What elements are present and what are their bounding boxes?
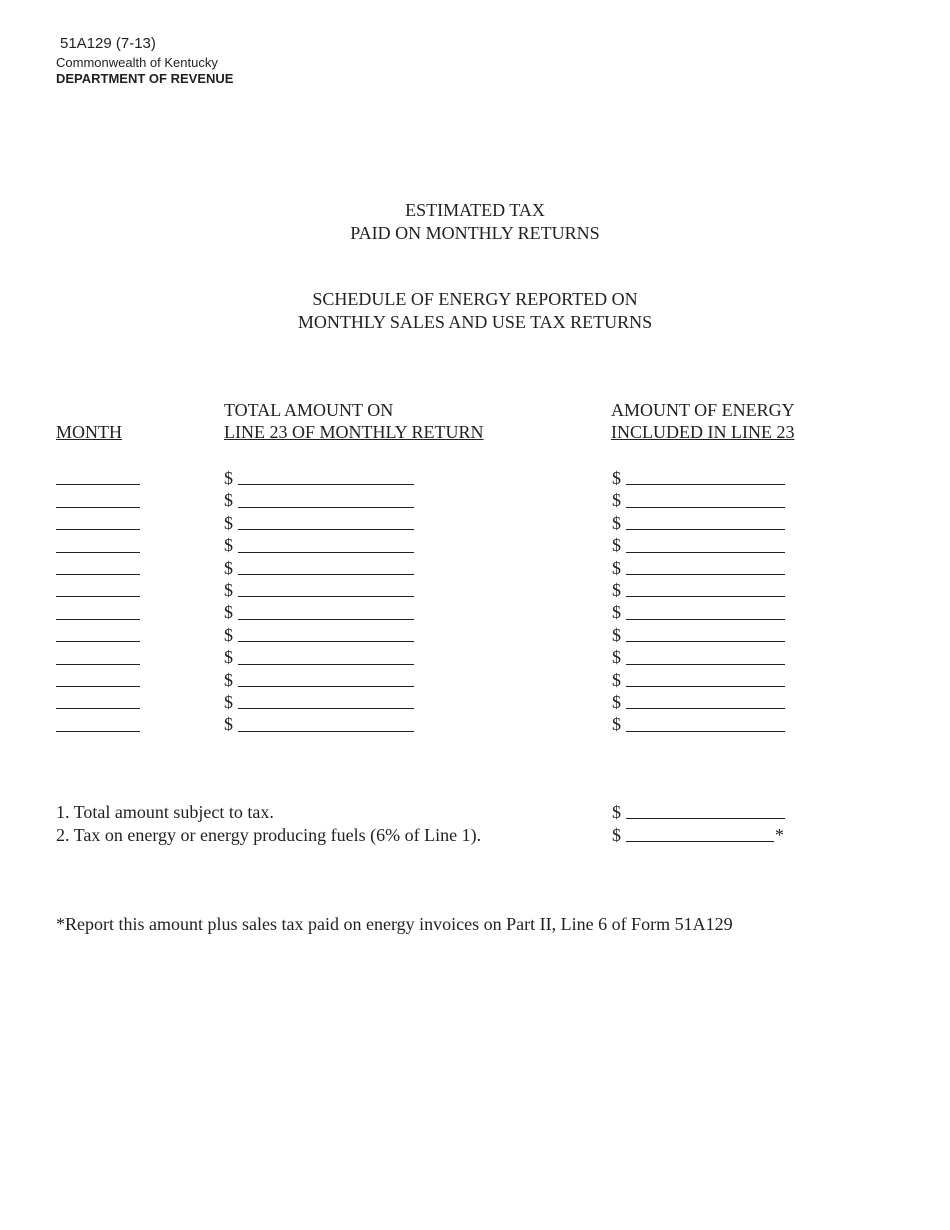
schedule-title [0, 288, 950, 334]
column-header-month: MONTH [56, 422, 122, 442]
column-header-total-amount [224, 399, 484, 443]
schedule-row [0, 489, 950, 511]
total-amount-field[interactable] [238, 529, 414, 530]
schedule-row [0, 579, 950, 601]
line-1-amount-row [0, 801, 950, 823]
energy-amount-field[interactable] [626, 619, 785, 620]
energy-amount-field[interactable] [626, 686, 785, 687]
dollar-sign: $ [612, 624, 621, 645]
energy-amount-field[interactable] [626, 529, 785, 530]
energy-amount-field[interactable] [626, 731, 785, 732]
dollar-sign: $ [224, 535, 233, 556]
total-amount-field[interactable] [238, 731, 414, 732]
month-field[interactable] [56, 731, 140, 732]
title-line-1: ESTIMATED TAX [405, 200, 545, 220]
total-amount-field[interactable] [238, 686, 414, 687]
title-line-4: MONTHLY SALES AND USE TAX RETURNS [297, 312, 653, 332]
dollar-sign: $ [224, 512, 233, 533]
schedule-row [0, 713, 950, 735]
column-header-energy-line-2: INCLUDED IN LINE 23 [611, 422, 795, 442]
energy-amount-field[interactable] [626, 596, 785, 597]
energy-amount-field[interactable] [626, 574, 785, 575]
energy-amount-field[interactable] [626, 641, 785, 642]
dollar-sign: $ [224, 691, 233, 712]
energy-amount-field[interactable] [626, 484, 785, 485]
form-number: 51A129 (7-13) [60, 35, 156, 52]
energy-amount-field[interactable] [626, 664, 785, 665]
department-label: DEPARTMENT OF REVENUE [56, 71, 234, 86]
month-field[interactable] [56, 708, 140, 709]
line-2-amount-field[interactable] [626, 841, 774, 842]
dollar-sign: $ [612, 579, 621, 600]
month-field[interactable] [56, 619, 140, 620]
dollar-sign: $ [612, 714, 621, 735]
schedule-row [0, 624, 950, 646]
total-amount-field[interactable] [238, 507, 414, 508]
schedule-row [0, 557, 950, 579]
line-2-amount-row [0, 824, 950, 846]
energy-amount-field[interactable] [626, 552, 785, 553]
line-1-amount-field[interactable] [626, 818, 785, 819]
total-amount-field[interactable] [238, 619, 414, 620]
form-title [0, 199, 950, 245]
month-field[interactable] [56, 484, 140, 485]
schedule-row [0, 646, 950, 668]
footnote: *Report this amount plus sales tax paid on energy invoices on Part II, Line 6 of Form 51A129 [56, 914, 733, 934]
dollar-sign: $ [612, 691, 621, 712]
total-amount-field[interactable] [238, 484, 414, 485]
schedule-row [0, 467, 950, 489]
line-2-label: 2. Tax on energy or energy producing fuels (6% of Line 1). [56, 825, 482, 845]
month-field[interactable] [56, 507, 140, 508]
month-field[interactable] [56, 552, 140, 553]
schedule-rows [0, 467, 950, 736]
total-amount-field[interactable] [238, 574, 414, 575]
line-1-label: 1. Total amount subject to tax. [56, 802, 274, 822]
total-amount-field[interactable] [238, 596, 414, 597]
energy-amount-field[interactable] [626, 507, 785, 508]
total-amount-field[interactable] [238, 664, 414, 665]
dollar-sign: $ [612, 468, 621, 488]
dollar-sign: $ [612, 557, 621, 578]
energy-amount-field[interactable] [626, 708, 785, 709]
column-header-total-line-1: TOTAL AMOUNT ON [224, 400, 394, 420]
dollar-sign: $ [612, 825, 621, 845]
column-header-total-line-2: LINE 23 OF MONTHLY RETURN [224, 422, 484, 442]
schedule-row [0, 691, 950, 713]
schedule-row [0, 534, 950, 556]
dollar-sign: $ [224, 602, 233, 623]
total-amount-field[interactable] [238, 552, 414, 553]
dollar-sign: $ [224, 468, 233, 488]
dollar-sign: $ [612, 512, 621, 533]
schedule-row [0, 601, 950, 623]
schedule-row [0, 669, 950, 691]
dollar-sign: $ [612, 602, 621, 623]
title-line-3: SCHEDULE OF ENERGY REPORTED ON [312, 289, 638, 309]
month-field[interactable] [56, 596, 140, 597]
column-header-energy-amount [611, 399, 795, 443]
dollar-sign: $ [224, 647, 233, 668]
dollar-sign: $ [612, 647, 621, 668]
dollar-sign: $ [224, 579, 233, 600]
dollar-sign: $ [224, 624, 233, 645]
month-field[interactable] [56, 641, 140, 642]
dollar-sign: $ [224, 557, 233, 578]
dollar-sign: $ [612, 802, 621, 822]
asterisk-marker: * [775, 825, 784, 845]
month-field[interactable] [56, 574, 140, 575]
column-header-energy-line-1: AMOUNT OF ENERGY [611, 400, 795, 420]
title-line-2: PAID ON MONTHLY RETURNS [350, 223, 600, 243]
schedule-row [0, 512, 950, 534]
commonwealth-label: Commonwealth of Kentucky [56, 55, 218, 70]
dollar-sign: $ [612, 535, 621, 556]
month-field[interactable] [56, 529, 140, 530]
dollar-sign: $ [612, 490, 621, 511]
dollar-sign: $ [612, 669, 621, 690]
month-field[interactable] [56, 686, 140, 687]
month-field[interactable] [56, 664, 140, 665]
dollar-sign: $ [224, 490, 233, 511]
dollar-sign: $ [224, 669, 233, 690]
total-amount-field[interactable] [238, 708, 414, 709]
dollar-sign: $ [224, 714, 233, 735]
total-amount-field[interactable] [238, 641, 414, 642]
